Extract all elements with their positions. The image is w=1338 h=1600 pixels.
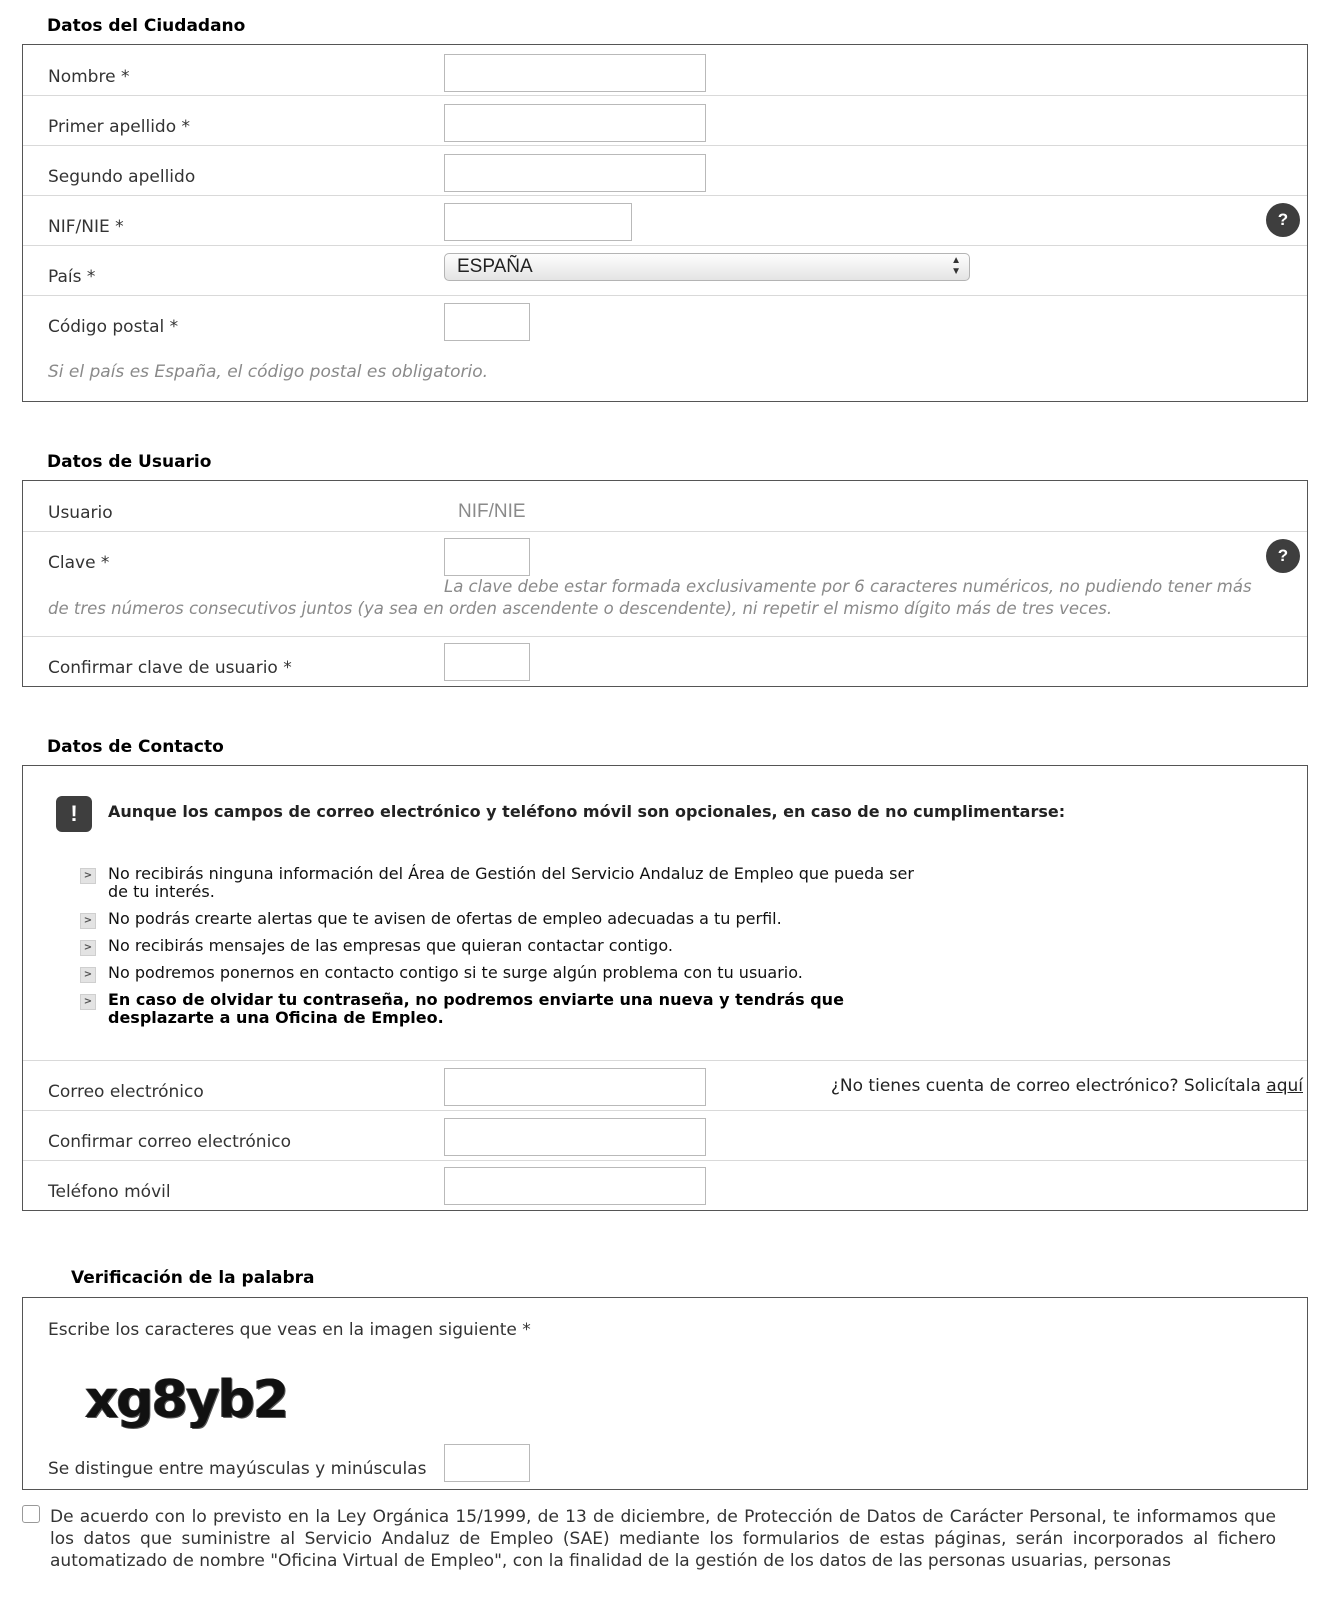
confirmar-clave-label: Confirmar clave de usuario * — [48, 658, 292, 678]
clave-note-line1: La clave debe estar formada exclusivamente por 6 caracteres numéricos, no pudiendo tener más — [444, 577, 1252, 596]
bullet-text: No podrás crearte alertas que te avisen de ofertas de empleo adecuadas a tu perfil. — [108, 909, 782, 928]
row-movil — [23, 1160, 1307, 1210]
email-input[interactable] — [444, 1068, 706, 1106]
ciudadano-box — [22, 44, 1308, 402]
row-codigo-postal — [23, 295, 1307, 401]
row-pais — [23, 245, 1307, 296]
email-confirm-input[interactable] — [444, 1118, 706, 1156]
nombre-input[interactable] — [444, 54, 706, 92]
email-help-text — [831, 1076, 1303, 1096]
movil-input[interactable] — [444, 1167, 706, 1205]
legal-text: De acuerdo con lo previsto en la Ley Orgánica 15/1999, de 13 de diciembre, de Protección de Datos de Carácter Personal, te informamos que los datos que suministre al Servicio Andaluz de Empleo (SAE) mediante los formularios de estas páginas, serán incorporados al fichero automatizado de nombre "Oficina Virtual de Empleo", con la finalidad de la gestión de los datos de las personas usuarias, personas — [50, 1507, 1276, 1571]
solicitar-email-link[interactable]: aquí — [1266, 1076, 1303, 1096]
bullet-text-bold: En caso de olvidar tu contraseña, no podremos enviarte una nueva y tendrás que desplazarte a una Oficina de Empleo. — [108, 990, 844, 1027]
row-email-confirm — [23, 1110, 1307, 1161]
row-segundo-apellido — [23, 145, 1307, 196]
primer-apellido-input[interactable] — [444, 104, 706, 142]
contacto-warning — [23, 766, 1307, 1061]
section-title-verificacion: Verificación de la palabra — [71, 1268, 315, 1288]
bullet-text: No podremos ponernos en contacto contigo si te surge algún problema con tu usuario. — [108, 963, 803, 982]
clave-input[interactable] — [444, 538, 530, 576]
section-title-contacto: Datos de Contacto — [47, 737, 224, 757]
row-primer-apellido — [23, 95, 1307, 146]
email-help-label: ¿No tienes cuenta de correo electrónico? Solicítala — [830, 1076, 1267, 1096]
nif-input[interactable] — [444, 203, 632, 241]
usuario-label: Usuario — [48, 503, 113, 523]
clave-note-line2: de tres números consecutivos juntos (ya sea en orden ascendente o descendente), ni repetir el mismo dígito más de tres veces. — [48, 599, 1113, 618]
bullet-arrow-icon: > — [80, 868, 96, 884]
codigo-postal-note: Si el país es España, el código postal es obligatorio. — [48, 362, 489, 382]
email-label: Correo electrónico — [48, 1082, 204, 1102]
movil-label: Teléfono móvil — [48, 1182, 171, 1202]
captcha-case-label: Se distingue entre mayúsculas y minúsculas — [48, 1459, 427, 1479]
clave-label: Clave * — [48, 553, 110, 573]
bullet-arrow-icon: > — [80, 994, 96, 1010]
bullet-arrow-icon: > — [80, 913, 96, 929]
verificacion-box — [22, 1297, 1308, 1490]
codigo-postal-input[interactable] — [444, 303, 530, 341]
row-clave — [23, 531, 1307, 637]
legal-accept-checkbox[interactable] — [22, 1505, 40, 1523]
row-nombre — [23, 45, 1307, 96]
usuario-box — [22, 480, 1308, 687]
segundo-apellido-input[interactable] — [444, 154, 706, 192]
captcha-image: xg8yb2 — [85, 1370, 288, 1430]
warning-icon: ! — [56, 796, 92, 832]
section-title-usuario: Datos de Usuario — [47, 452, 212, 472]
captcha-instruction: Escribe los caracteres que veas en la imagen siguiente * — [48, 1320, 531, 1340]
row-confirmar-clave — [23, 636, 1307, 686]
bullet-arrow-icon: > — [80, 967, 96, 983]
nombre-label: Nombre * — [48, 67, 130, 87]
bullet-text: No recibirás ninguna información del Área de Gestión del Servicio Andaluz de Empleo que pueda ser de tu interés. — [108, 864, 914, 901]
captcha-input[interactable] — [444, 1444, 530, 1482]
select-arrows-icon: ▲ ▼ — [951, 255, 961, 277]
row-email — [23, 1060, 1307, 1111]
row-usuario — [23, 481, 1307, 532]
section-title-ciudadano: Datos del Ciudadano — [47, 16, 246, 36]
pais-select[interactable] — [444, 253, 970, 281]
segundo-apellido-label: Segundo apellido — [48, 167, 196, 187]
clave-help-icon[interactable]: ? — [1266, 539, 1300, 573]
email-confirm-label: Confirmar correo electrónico — [48, 1132, 292, 1152]
primer-apellido-label: Primer apellido * — [48, 117, 191, 137]
row-nif — [23, 195, 1307, 246]
contacto-box — [22, 765, 1308, 1211]
usuario-value: NIF/NIE — [458, 501, 526, 522]
bullet-text: No recibirás mensajes de las empresas que quieran contactar contigo. — [108, 936, 673, 955]
codigo-postal-label: Código postal * — [48, 317, 179, 337]
pais-select-value: ESPAÑA — [457, 256, 533, 277]
bullet-arrow-icon: > — [80, 940, 96, 956]
nif-label: NIF/NIE * — [48, 217, 124, 237]
warning-heading: Aunque los campos de correo electrónico y teléfono móvil son opcionales, en caso de no cumplimentarse: — [108, 802, 1066, 821]
nif-help-icon[interactable]: ? — [1266, 203, 1300, 237]
pais-label: País * — [48, 267, 96, 287]
confirmar-clave-input[interactable] — [444, 643, 530, 681]
